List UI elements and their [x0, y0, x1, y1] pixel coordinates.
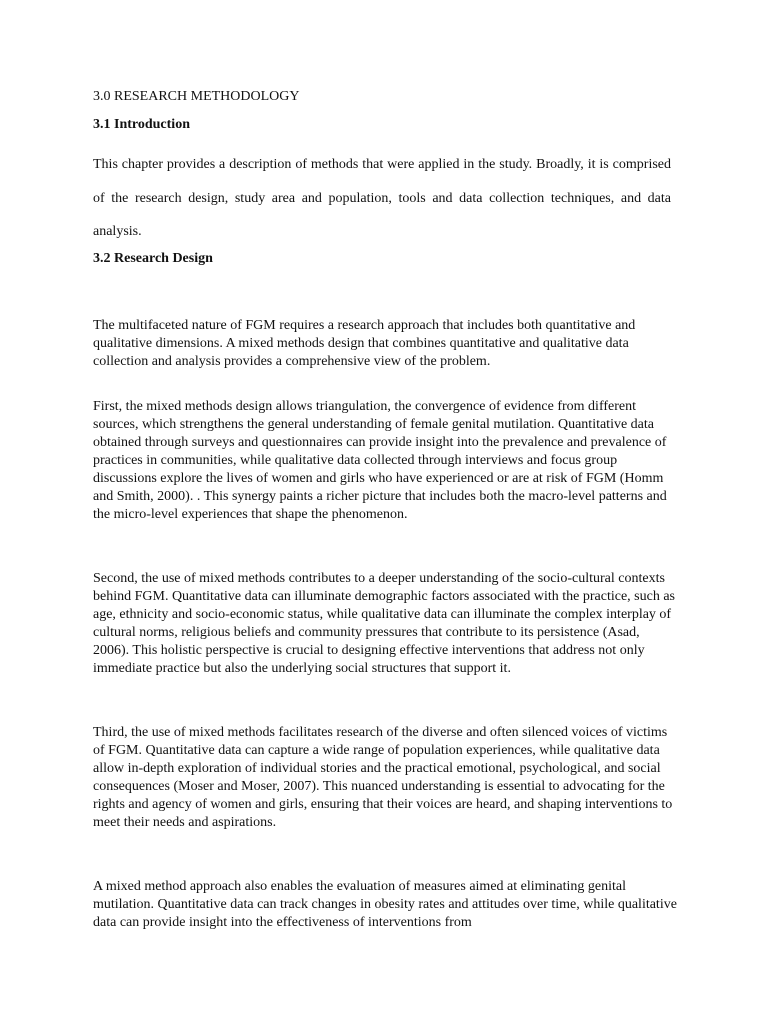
chapter-title: 3.0 RESEARCH METHODOLOGY	[93, 89, 300, 104]
section-heading-research-design: 3.2 Research Design	[93, 251, 213, 266]
body-paragraph: A mixed method approach also enables the evaluation of measures aimed at eliminating genital mutilation. Quantitative data can track changes in obesity rates and attitudes over time, while qualitative data can provide insight into the effectiveness of interventions from	[93, 879, 677, 930]
body-paragraph: The multifaceted nature of FGM requires a research approach that includes both quantitative and qualitative dimensions. A mixed methods design that combines quantitative and qualitative data collection and analysis provides a comprehensive view of the problem.	[93, 318, 636, 369]
body-paragraph: Second, the use of mixed methods contributes to a deeper understanding of the socio-cultural contexts behind FGM. Quantitative data can illuminate demographic factors associated with the practice, such as age, ethnicity and socio-economic status, while qualitative data can illuminate the complex interplay of cultural norms, religious beliefs and community pressures that contribute to its persistence (Asad, 2006). This holistic perspective is crucial to designing effective interventions that address not only immediate practice but also the underlying social structures that support it.	[93, 571, 675, 676]
body-paragraph: Third, the use of mixed methods facilitates research of the diverse and often silenced voices of victims of FGM. Quantitative data can capture a wide range of population experiences, while qualitative data allow in-depth exploration of individual stories and the practical emotional, psychological, and social consequences (Moser and Moser, 2007). This nuanced understanding is essential to advocating for the rights and agency of women and girls, ensuring that their voices are heard, and shaping interventions to meet their needs and aspirations.	[93, 725, 673, 830]
section-heading-introduction: 3.1 Introduction	[93, 117, 190, 132]
body-paragraph: First, the mixed methods design allows triangulation, the convergence of evidence from different sources, which strengthens the general understanding of female genital mutilation. Quantitative data obtained through surveys and questionnaires can provide insight into the prevalence and prevalence of practices in communities, while qualitative data collected through interviews and focus group discussions explore the lives of women and girls who have experienced or are at risk of FGM (Homm and Smith, 2000). . This synergy paints a richer picture that includes both the macro-level patterns and the micro-level experiences that shape the phenomenon.	[93, 399, 667, 522]
introduction-paragraph: This chapter provides a description of methods that were applied in the study. Broadly, it is comprised of the research design, study area and population, tools and data collection techniques, and data analysis.	[93, 157, 671, 239]
